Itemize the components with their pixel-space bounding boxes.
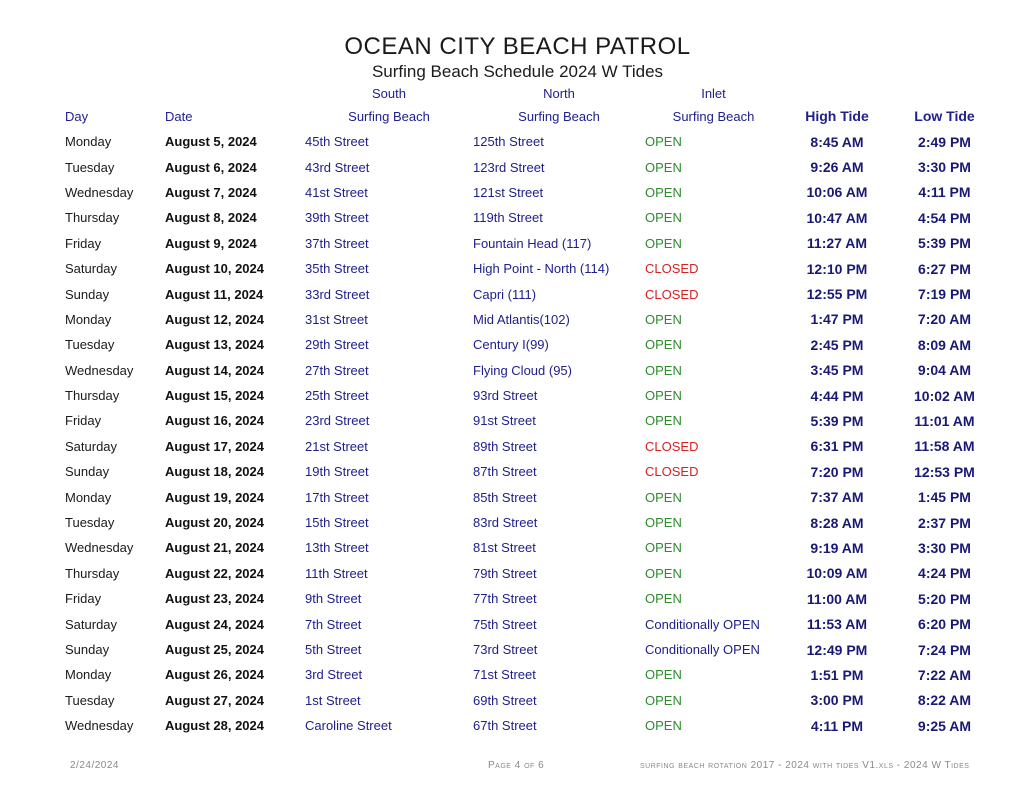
low-tide-cell: 9:25 AM bbox=[917, 717, 972, 734]
date-cell: August 17, 2024 bbox=[165, 438, 264, 454]
table-row bbox=[0, 586, 970, 611]
high-tide-cell: 6:31 PM bbox=[810, 438, 864, 455]
north-beach-cell: 67th Street bbox=[473, 718, 537, 734]
high-tide-cell: 4:44 PM bbox=[810, 387, 864, 404]
low-tide-cell: 8:09 AM bbox=[917, 336, 972, 353]
north-beach-cell: 121st Street bbox=[473, 184, 544, 200]
table-row bbox=[0, 129, 970, 154]
column-header-low-tide: Low Tide bbox=[914, 108, 975, 124]
column-header-north-beach: Surfing Beach bbox=[518, 108, 600, 124]
south-beach-cell: 1st Street bbox=[305, 692, 361, 708]
north-beach-cell: 125th Street bbox=[473, 134, 544, 150]
low-tide-cell: 3:30 PM bbox=[918, 539, 971, 556]
north-beach-cell: Flying Cloud (95) bbox=[473, 362, 572, 378]
north-beach-cell: 81st Street bbox=[473, 540, 536, 556]
high-tide-cell: 9:19 AM bbox=[810, 539, 864, 556]
group-header-inlet: Inlet bbox=[701, 85, 726, 101]
inlet-status-cell: Conditionally OPEN bbox=[645, 642, 760, 657]
north-beach-cell: 123rd Street bbox=[473, 159, 545, 175]
day-cell: Wednesday bbox=[65, 362, 134, 378]
table-row bbox=[0, 662, 970, 687]
south-beach-cell: 33rd Street bbox=[305, 286, 370, 302]
inlet-status-cell: CLOSED bbox=[645, 286, 699, 302]
high-tide-cell: 2:45 PM bbox=[810, 336, 864, 353]
low-tide-cell: 7:22 AM bbox=[917, 666, 972, 683]
inlet-status-cell: OPEN bbox=[645, 210, 682, 226]
high-tide-cell: 1:47 PM bbox=[810, 311, 864, 328]
column-header-inlet-beach: Surfing Beach bbox=[672, 108, 755, 124]
day-cell: Monday bbox=[65, 489, 112, 505]
day-cell: Friday bbox=[65, 235, 102, 251]
north-beach-cell: 77th Street bbox=[473, 591, 537, 607]
table-row bbox=[0, 713, 970, 738]
high-tide-cell: 10:06 AM bbox=[806, 184, 868, 201]
high-tide-cell: 12:10 PM bbox=[806, 260, 868, 277]
day-cell: Saturday bbox=[65, 261, 118, 277]
inlet-status-cell: CLOSED bbox=[645, 438, 699, 454]
low-tide-cell: 3:30 PM bbox=[918, 159, 971, 176]
date-cell: August 15, 2024 bbox=[165, 388, 264, 404]
date-cell: August 16, 2024 bbox=[165, 413, 264, 429]
date-cell: August 28, 2024 bbox=[165, 718, 264, 734]
north-beach-cell: 69th Street bbox=[473, 692, 537, 708]
date-cell: August 27, 2024 bbox=[165, 692, 264, 708]
high-tide-cell: 1:51 PM bbox=[810, 666, 864, 683]
table-row bbox=[0, 611, 970, 636]
north-beach-cell: High Point - North (114) bbox=[473, 261, 610, 277]
high-tide-cell: 12:49 PM bbox=[806, 641, 868, 658]
south-beach-cell: 35th Street bbox=[305, 261, 369, 277]
inlet-status-cell: OPEN bbox=[645, 489, 682, 505]
south-beach-cell: 31st Street bbox=[305, 311, 368, 327]
table-row bbox=[0, 383, 975, 408]
column-header-day: Day bbox=[65, 108, 89, 124]
inlet-status-cell: OPEN bbox=[645, 667, 682, 683]
north-beach-cell: Mid Atlantis(102) bbox=[473, 311, 570, 327]
low-tide-cell: 8:22 AM bbox=[917, 692, 972, 709]
table-row bbox=[0, 637, 970, 662]
north-beach-cell: 93rd Street bbox=[473, 388, 538, 404]
high-tide-cell: 5:39 PM bbox=[810, 412, 864, 429]
high-tide-cell: 11:00 AM bbox=[806, 590, 868, 607]
table-row bbox=[0, 434, 975, 459]
page-title: OCEAN CITY BEACH PATROL bbox=[344, 33, 691, 60]
low-tide-cell: 4:54 PM bbox=[918, 209, 971, 226]
day-cell: Friday bbox=[65, 413, 102, 429]
north-beach-cell: Fountain Head (117) bbox=[473, 235, 592, 251]
day-cell: Thursday bbox=[65, 210, 120, 226]
south-beach-cell: 27th Street bbox=[305, 362, 369, 378]
high-tide-cell: 3:00 PM bbox=[810, 692, 864, 709]
high-tide-cell: 9:26 AM bbox=[810, 159, 864, 176]
table-row bbox=[0, 535, 970, 560]
group-header-north: North bbox=[543, 85, 575, 101]
south-beach-cell: 9th Street bbox=[305, 591, 362, 607]
date-cell: August 8, 2024 bbox=[165, 210, 257, 226]
footer-page-number: Page 4 of 6 bbox=[488, 760, 545, 771]
day-cell: Tuesday bbox=[65, 337, 115, 353]
low-tide-cell: 1:45 PM bbox=[918, 489, 971, 506]
inlet-status-cell: OPEN bbox=[645, 718, 682, 734]
high-tide-cell: 10:09 AM bbox=[806, 565, 868, 582]
inlet-status-cell: OPEN bbox=[645, 362, 682, 378]
table-row bbox=[0, 459, 975, 484]
title-block bbox=[0, 33, 1035, 82]
north-beach-cell: 75th Street bbox=[473, 616, 537, 632]
high-tide-cell: 8:45 AM bbox=[810, 133, 864, 150]
table-row bbox=[0, 484, 970, 509]
inlet-status-cell: OPEN bbox=[645, 413, 682, 429]
day-cell: Tuesday bbox=[65, 159, 115, 175]
table-row bbox=[0, 358, 970, 383]
low-tide-cell: 2:49 PM bbox=[918, 133, 971, 150]
high-tide-cell: 4:11 PM bbox=[810, 717, 864, 734]
date-cell: August 19, 2024 bbox=[165, 489, 264, 505]
low-tide-cell: 5:39 PM bbox=[918, 235, 971, 252]
inlet-status-cell: OPEN bbox=[645, 134, 682, 150]
date-cell: August 10, 2024 bbox=[165, 261, 264, 277]
date-cell: August 18, 2024 bbox=[165, 464, 264, 480]
date-cell: August 7, 2024 bbox=[165, 184, 257, 200]
inlet-status-cell: OPEN bbox=[645, 337, 682, 353]
low-tide-cell: 7:24 PM bbox=[918, 641, 971, 658]
table-row bbox=[0, 408, 975, 433]
south-beach-cell: 43rd Street bbox=[305, 159, 370, 175]
table-row bbox=[0, 561, 970, 586]
inlet-status-cell: OPEN bbox=[645, 540, 682, 556]
low-tide-cell: 2:37 PM bbox=[918, 514, 971, 531]
inlet-status-cell: OPEN bbox=[645, 184, 682, 200]
low-tide-cell: 4:11 PM bbox=[918, 184, 971, 201]
high-tide-cell: 8:28 AM bbox=[810, 514, 864, 531]
low-tide-cell: 7:19 PM bbox=[918, 286, 971, 303]
group-header-row bbox=[0, 85, 1035, 101]
north-beach-cell: 119th Street bbox=[473, 210, 543, 226]
day-cell: Thursday bbox=[65, 388, 120, 404]
south-beach-cell: 39th Street bbox=[305, 210, 369, 226]
page-subtitle: Surfing Beach Schedule 2024 W Tides bbox=[371, 62, 664, 81]
south-beach-cell: 13th Street bbox=[305, 540, 369, 556]
date-cell: August 24, 2024 bbox=[165, 616, 264, 632]
inlet-status-cell: OPEN bbox=[645, 565, 682, 581]
footer-date: 2/24/2024 bbox=[70, 760, 119, 771]
inlet-status-cell: OPEN bbox=[645, 692, 682, 708]
high-tide-cell: 12:55 PM bbox=[806, 286, 868, 303]
day-cell: Tuesday bbox=[65, 692, 115, 708]
south-beach-cell: 7th Street bbox=[305, 616, 362, 632]
low-tide-cell: 6:27 PM bbox=[918, 260, 971, 277]
day-cell: Sunday bbox=[65, 286, 110, 302]
day-cell: Monday bbox=[65, 311, 112, 327]
day-cell: Wednesday bbox=[65, 184, 134, 200]
high-tide-cell: 7:37 AM bbox=[810, 489, 864, 506]
north-beach-cell: 73rd Street bbox=[473, 642, 538, 657]
day-cell: Wednesday bbox=[65, 718, 134, 734]
date-cell: August 13, 2024 bbox=[165, 337, 264, 353]
high-tide-cell: 7:20 PM bbox=[810, 463, 864, 480]
table-row bbox=[0, 332, 970, 357]
table-row bbox=[0, 281, 970, 306]
day-cell: Saturday bbox=[65, 438, 118, 454]
column-header-high-tide: High Tide bbox=[805, 108, 869, 124]
day-cell: Sunday bbox=[65, 464, 110, 480]
north-beach-cell: Capri (111) bbox=[473, 286, 537, 302]
south-beach-cell: Caroline Street bbox=[305, 718, 392, 734]
south-beach-cell: 37th Street bbox=[305, 235, 369, 251]
table-row bbox=[0, 510, 970, 535]
south-beach-cell: 15th Street bbox=[305, 515, 369, 531]
south-beach-cell: 17th Street bbox=[305, 489, 369, 505]
south-beach-cell: 25th Street bbox=[305, 388, 369, 404]
south-beach-cell: 5th Street bbox=[305, 642, 362, 657]
north-beach-cell: 91st Street bbox=[473, 413, 536, 429]
high-tide-cell: 11:27 AM bbox=[806, 235, 868, 252]
column-header-south-beach: Surfing Beach bbox=[348, 108, 430, 124]
south-beach-cell: 19th Street bbox=[305, 464, 369, 480]
low-tide-cell: 12:53 PM bbox=[914, 463, 975, 480]
table-row bbox=[0, 205, 970, 230]
south-beach-cell: 21st Street bbox=[305, 438, 368, 454]
north-beach-cell: 79th Street bbox=[473, 565, 537, 581]
north-beach-cell: 85th Street bbox=[473, 489, 537, 505]
date-cell: August 11, 2024 bbox=[165, 286, 264, 302]
low-tide-cell: 6:20 PM bbox=[918, 616, 971, 633]
day-cell: Wednesday bbox=[65, 540, 134, 556]
date-cell: August 9, 2024 bbox=[165, 235, 257, 251]
low-tide-cell: 10:02 AM bbox=[914, 387, 975, 404]
low-tide-cell: 9:04 AM bbox=[917, 362, 972, 379]
day-cell: Monday bbox=[65, 667, 112, 683]
schedule-rows bbox=[0, 129, 975, 738]
north-beach-cell: Century I(99) bbox=[473, 337, 549, 353]
north-beach-cell: 87th Street bbox=[473, 464, 537, 480]
date-cell: August 22, 2024 bbox=[165, 565, 264, 581]
column-header-date: Date bbox=[165, 108, 193, 124]
table-row bbox=[0, 307, 970, 332]
inlet-status-cell: CLOSED bbox=[645, 464, 699, 480]
date-cell: August 5, 2024 bbox=[165, 134, 257, 150]
group-header-south: South bbox=[372, 85, 406, 101]
high-tide-cell: 11:53 AM bbox=[806, 616, 868, 633]
inlet-status-cell: OPEN bbox=[645, 388, 682, 404]
date-cell: August 23, 2024 bbox=[165, 591, 264, 607]
low-tide-cell: 11:01 AM bbox=[914, 412, 975, 429]
low-tide-cell: 7:20 AM bbox=[917, 311, 972, 328]
low-tide-cell: 4:24 PM bbox=[918, 565, 971, 582]
inlet-status-cell: OPEN bbox=[645, 235, 682, 251]
low-tide-cell: 11:58 AM bbox=[914, 438, 975, 455]
inlet-status-cell: Conditionally OPEN bbox=[645, 616, 760, 632]
south-beach-cell: 11th Street bbox=[305, 565, 368, 581]
date-cell: August 20, 2024 bbox=[165, 515, 264, 531]
day-cell: Tuesday bbox=[65, 515, 115, 531]
inlet-status-cell: CLOSED bbox=[645, 261, 699, 277]
south-beach-cell: 45th Street bbox=[305, 134, 369, 150]
footer-file-name: surfing beach rotation 2017 - 2024 with tides V1.xls - 2024 W Tides bbox=[640, 760, 970, 771]
north-beach-cell: 71st Street bbox=[473, 667, 536, 683]
day-cell: Saturday bbox=[65, 616, 118, 632]
inlet-status-cell: OPEN bbox=[645, 591, 682, 607]
north-beach-cell: 89th Street bbox=[473, 438, 537, 454]
table-row bbox=[0, 154, 970, 179]
inlet-status-cell: OPEN bbox=[645, 159, 682, 175]
south-beach-cell: 23rd Street bbox=[305, 413, 370, 429]
table-row bbox=[0, 180, 970, 205]
table-row bbox=[0, 231, 970, 256]
date-cell: August 26, 2024 bbox=[165, 667, 264, 683]
south-beach-cell: 3rd Street bbox=[305, 667, 363, 683]
north-beach-cell: 83rd Street bbox=[473, 515, 538, 531]
date-cell: August 21, 2024 bbox=[165, 540, 264, 556]
south-beach-cell: 29th Street bbox=[305, 337, 369, 353]
column-header-row bbox=[0, 106, 1035, 126]
day-cell: Monday bbox=[65, 134, 112, 150]
table-row bbox=[0, 256, 970, 281]
high-tide-cell: 3:45 PM bbox=[810, 362, 864, 379]
date-cell: August 14, 2024 bbox=[165, 362, 264, 378]
date-cell: August 6, 2024 bbox=[165, 159, 257, 175]
inlet-status-cell: OPEN bbox=[645, 311, 682, 327]
table-row bbox=[0, 688, 970, 713]
date-cell: August 25, 2024 bbox=[165, 642, 264, 657]
day-cell: Friday bbox=[65, 591, 102, 607]
day-cell: Thursday bbox=[65, 565, 120, 581]
high-tide-cell: 10:47 AM bbox=[806, 209, 868, 226]
south-beach-cell: 41st Street bbox=[305, 184, 368, 200]
low-tide-cell: 5:20 PM bbox=[918, 590, 971, 607]
inlet-status-cell: OPEN bbox=[645, 515, 682, 531]
date-cell: August 12, 2024 bbox=[165, 311, 264, 327]
day-cell: Sunday bbox=[65, 642, 110, 657]
